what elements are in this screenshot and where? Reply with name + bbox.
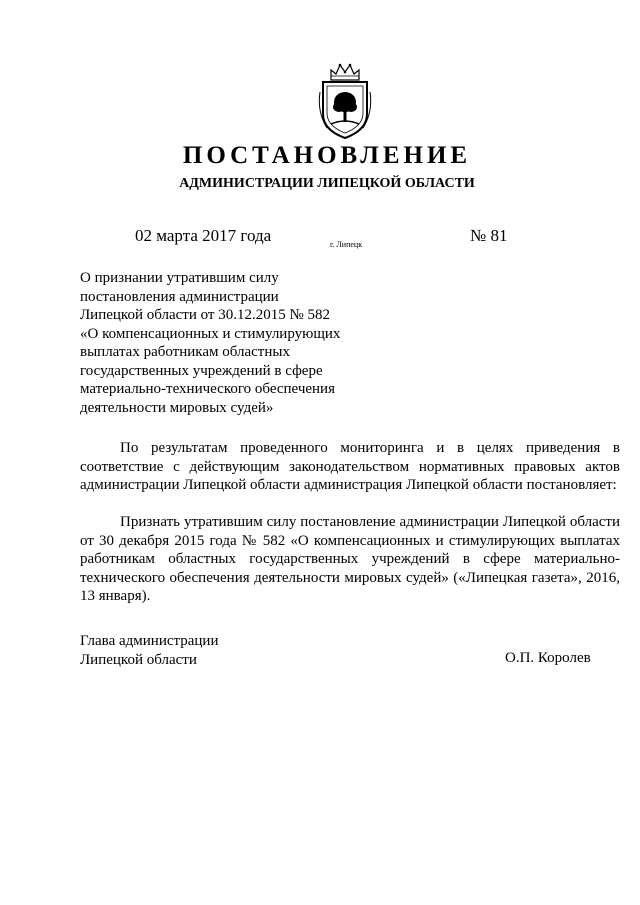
subject-line: государственных учреждений в сфере — [80, 362, 323, 379]
document-title: ПОСТАНОВЛЕНИЕ — [182, 142, 472, 169]
subject-line: О признании утратившим силу — [80, 270, 279, 286]
document-city: г. Липецк — [330, 240, 363, 249]
subject-line: выплатах работникам областных — [80, 344, 290, 360]
document-number: № 81 — [470, 226, 508, 245]
document-issuer: АДМИНИСТРАЦИИ ЛИПЕЦКОЙ ОБЛАСТИ — [179, 176, 475, 191]
subject-line: деятельности мировых судей» — [80, 399, 274, 416]
subject-line: «О компенсационных и стимулирующих — [80, 325, 341, 342]
signatory-position — [80, 632, 218, 669]
document-date: 02 марта 2017 года — [135, 226, 272, 245]
subject-line: постановления администрации — [80, 288, 279, 305]
subject-line: Липецкой области от 30.12.2015 № 582 — [80, 307, 331, 323]
signatory-position-line: Липецкой области — [80, 651, 197, 668]
signatory-name: О.П. Королев — [505, 650, 591, 666]
subject-line: материально-технического обеспечения — [80, 381, 335, 397]
signatory-position-line: Глава администрации — [80, 633, 219, 649]
body-paragraph-preamble: По результатам проведенного мониторинга и в целях приведения в соответствие с действующим законодательством нормативных правовых актов администрации Липецкой области администрация Липецкой области постановляет: — [80, 440, 620, 493]
coat-of-arms-icon — [317, 62, 373, 140]
document-subject — [80, 269, 380, 417]
body-paragraph-resolution: Признать утратившим силу постановление администрации Липецкой области от 30 декабря 2015 года № 582 «О компенсационных и стимулирующих выплатах работникам областных государственных учреждений в сфере материально-технического обеспечения деятельности мировых судей» («Липецкая газета», 2016, 13 января). — [80, 514, 620, 604]
